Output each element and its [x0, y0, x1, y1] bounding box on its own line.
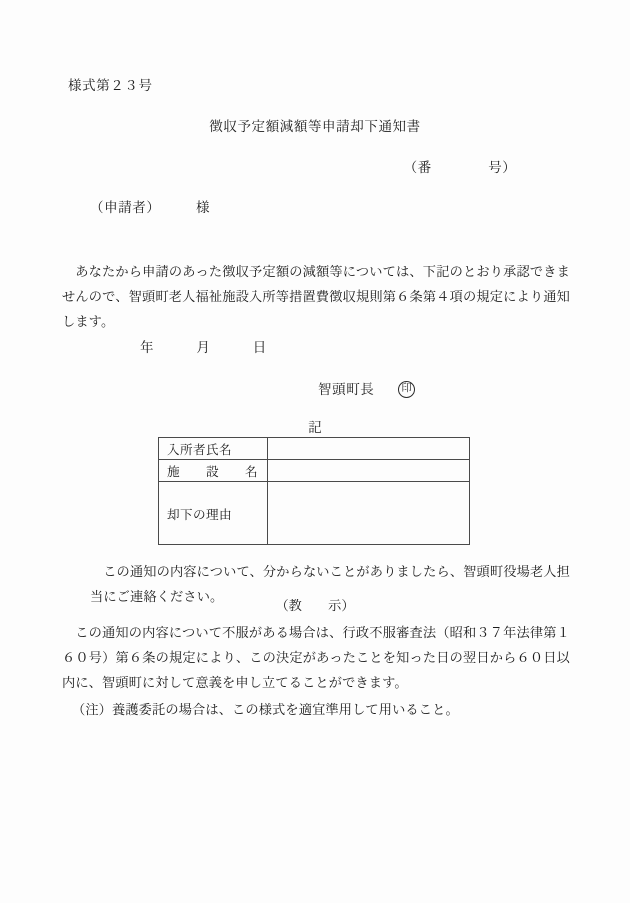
- table-row-value[interactable]: [268, 482, 470, 545]
- addressee-line: （申請者） 様: [90, 200, 211, 215]
- appeal-paragraph: この通知の内容について不服がある場合は、行政不服審査法（昭和３７年法律第１６０号）第６条の規定により、この決定があったことを知った日の翌日から６０日以内に、智頭町に対して意義を申し立てることができます。: [62, 625, 570, 690]
- seal-icon: 印: [398, 381, 415, 398]
- table-row-label: 却下の理由: [159, 482, 268, 545]
- date-line: 年 月 日: [140, 340, 267, 355]
- details-table: [158, 437, 470, 545]
- form-number: 様式第２３号: [68, 78, 153, 93]
- table-row: [159, 482, 470, 545]
- signer-block: [318, 381, 415, 398]
- table-row: [159, 438, 470, 460]
- table-row-value[interactable]: [268, 460, 470, 482]
- table-row-label: 入所者氏名: [159, 438, 268, 460]
- ki-marker: 記: [308, 420, 322, 435]
- table-row-label: 施 設 名: [159, 460, 268, 482]
- body-paragraph: あなたから申請のあった徴収予定額の減額等については、下記のとおり承認できませんので、智頭町老人福祉施設入所等措置費徴収規則第６条第４項の規定により通知します。: [62, 264, 570, 329]
- instruction-heading: （教 示）: [275, 598, 355, 613]
- signer-name: 智頭町長: [318, 381, 375, 397]
- document-title: 徴収予定額減額等申請却下通知書: [209, 119, 421, 134]
- table-row: [159, 460, 470, 482]
- note-paragraph: （注）養護委託の場合は、この様式を適宜準用して用いること。: [72, 702, 459, 717]
- document-number-field: （番 号）: [403, 160, 517, 175]
- contact-paragraph: この通知の内容について、分からないことがありましたら、智頭町役場老人担当にご連絡ください。: [90, 564, 570, 604]
- table-row-value[interactable]: [268, 438, 470, 460]
